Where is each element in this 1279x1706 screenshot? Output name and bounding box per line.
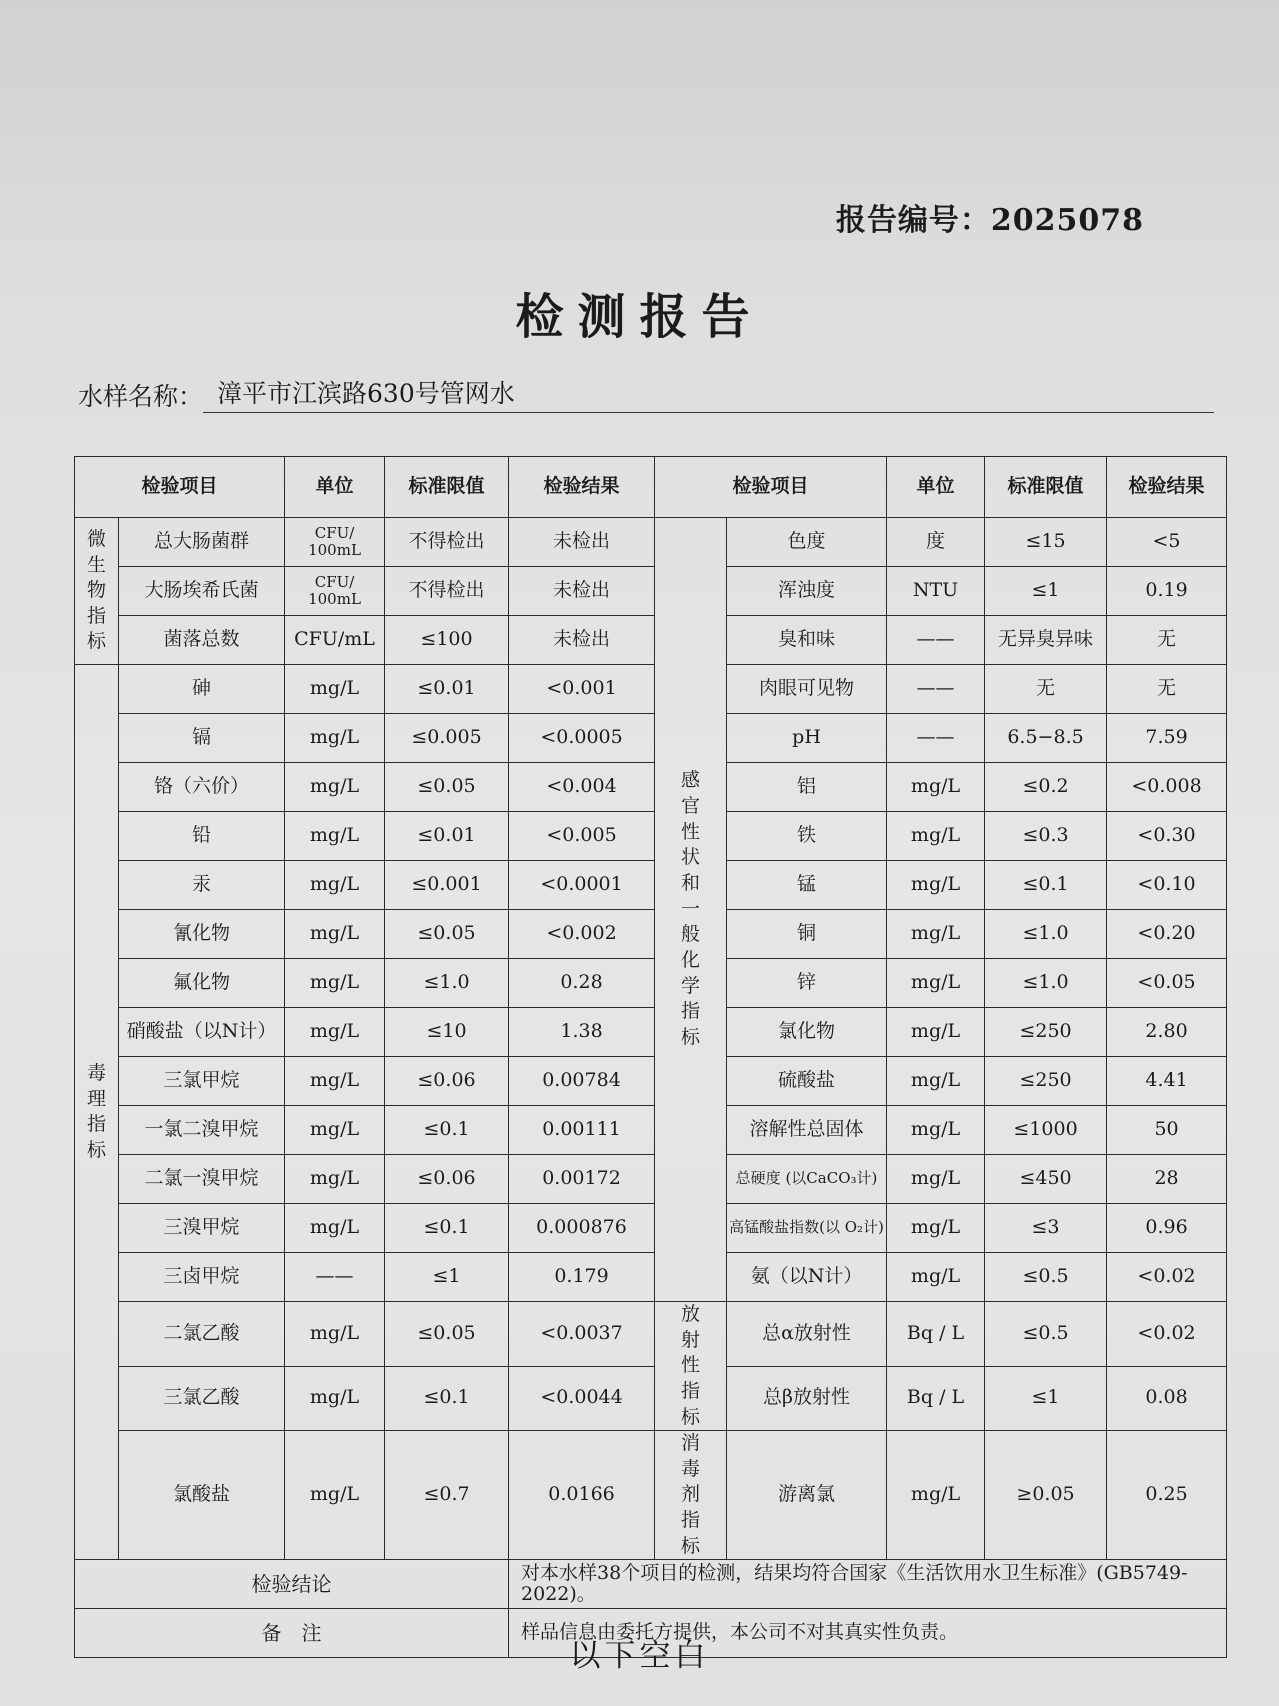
item-result: 0.28 (509, 959, 655, 1008)
item-result: 0.00172 (509, 1155, 655, 1204)
item-result: 0.000876 (509, 1204, 655, 1253)
item-unit: mg/L (285, 959, 385, 1008)
item-result: <0.30 (1107, 812, 1227, 861)
item-limit: ≤1.0 (385, 959, 509, 1008)
item-name: 菌落总数 (119, 616, 285, 665)
item-result: 4.41 (1107, 1057, 1227, 1106)
header-item-right: 检验项目 (655, 457, 887, 518)
item-unit: mg/L (285, 1008, 385, 1057)
table-row (75, 1008, 1227, 1057)
item-name: 汞 (119, 861, 285, 910)
item-limit: ≤1 (985, 567, 1107, 616)
remark-text: 样品信息由委托方提供，本公司不对其真实性负责。 (509, 1609, 1227, 1658)
item-name: 三氯甲烷 (119, 1057, 285, 1106)
header-limit-right: 标准限值 (985, 457, 1107, 518)
item-limit: ≤100 (385, 616, 509, 665)
item-unit: mg/L (285, 1155, 385, 1204)
item-name: 肉眼可见物 (727, 665, 887, 714)
item-result: <0.008 (1107, 763, 1227, 812)
item-result: <0.20 (1107, 910, 1227, 959)
item-name: 二氯乙酸 (119, 1302, 285, 1367)
item-result: 2.80 (1107, 1008, 1227, 1057)
item-unit: mg/L (285, 1366, 385, 1431)
item-unit: mg/L (887, 1106, 985, 1155)
item-result: 0.00111 (509, 1106, 655, 1155)
group-label-left (75, 665, 119, 1560)
item-name: pH (727, 714, 887, 763)
item-name: 游离氯 (727, 1431, 887, 1560)
sample-name-label: 水样名称： (78, 382, 204, 411)
table-row (75, 714, 1227, 763)
item-name: 氟化物 (119, 959, 285, 1008)
item-limit: 不得检出 (385, 518, 509, 567)
item-limit: ≤0.01 (385, 812, 509, 861)
group-label-right (655, 518, 727, 1302)
item-name: 铜 (727, 910, 887, 959)
header-unit-right: 单位 (887, 457, 985, 518)
table-row (75, 812, 1227, 861)
item-result: <0.002 (509, 910, 655, 959)
item-name: 大肠埃希氏菌 (119, 567, 285, 616)
item-name: 一氯二溴甲烷 (119, 1106, 285, 1155)
item-limit: ≤0.06 (385, 1155, 509, 1204)
item-name: 总α放射性 (727, 1302, 887, 1367)
item-name: 铝 (727, 763, 887, 812)
table-row (75, 861, 1227, 910)
conclusion-text: 对本水样38个项目的检测，结果均符合国家《生活饮用水卫生标准》(GB5749-2022)。 (509, 1560, 1227, 1609)
item-name: 硫酸盐 (727, 1057, 887, 1106)
item-name: 浑浊度 (727, 567, 887, 616)
item-limit: ≤0.1 (985, 861, 1107, 910)
item-result: 0.179 (509, 1253, 655, 1302)
item-unit: mg/L (285, 910, 385, 959)
item-unit: mg/L (285, 861, 385, 910)
item-unit: —— (887, 665, 985, 714)
item-name: 臭和味 (727, 616, 887, 665)
table-row (75, 1155, 1227, 1204)
item-limit: ≤0.1 (385, 1366, 509, 1431)
sample-name-value: 漳平市江滨路630号管网水 (203, 374, 1214, 413)
item-limit: ≤0.005 (385, 714, 509, 763)
header-result-right: 检验结果 (1107, 457, 1227, 518)
item-result: 1.38 (509, 1008, 655, 1057)
item-name: 硝酸盐（以N计） (119, 1008, 285, 1057)
item-unit: NTU (887, 567, 985, 616)
item-name: 三溴甲烷 (119, 1204, 285, 1253)
item-unit: mg/L (285, 812, 385, 861)
item-limit: ≤1000 (985, 1106, 1107, 1155)
item-limit: ≤0.1 (385, 1106, 509, 1155)
item-limit: ≤0.05 (385, 763, 509, 812)
item-limit: ≤0.06 (385, 1057, 509, 1106)
item-result: <0.004 (509, 763, 655, 812)
item-unit: Bq / L (887, 1366, 985, 1431)
item-limit: ≤0.001 (385, 861, 509, 910)
table-row (75, 959, 1227, 1008)
item-limit: ≤1 (385, 1253, 509, 1302)
item-result: 0.00784 (509, 1057, 655, 1106)
item-name: 三氯乙酸 (119, 1366, 285, 1431)
item-result: <0.005 (509, 812, 655, 861)
item-unit: mg/L (285, 763, 385, 812)
item-name: 总大肠菌群 (119, 518, 285, 567)
item-result: <0.0005 (509, 714, 655, 763)
item-limit: ≤1.0 (985, 959, 1107, 1008)
results-table (74, 456, 1227, 1658)
item-result: <5 (1107, 518, 1227, 567)
item-result: <0.0001 (509, 861, 655, 910)
item-unit: mg/L (887, 959, 985, 1008)
conclusion-label: 检验结论 (75, 1560, 509, 1609)
item-name: 氯酸盐 (119, 1431, 285, 1560)
item-limit: ≤250 (985, 1008, 1107, 1057)
item-limit: ≤0.05 (385, 910, 509, 959)
item-result: 0.0166 (509, 1431, 655, 1560)
item-unit: mg/L (887, 1057, 985, 1106)
remark-label: 备 注 (75, 1609, 509, 1658)
item-result: 未检出 (509, 518, 655, 567)
item-result: <0.10 (1107, 861, 1227, 910)
item-unit: mg/L (285, 665, 385, 714)
item-limit: ≤0.5 (985, 1253, 1107, 1302)
group-label-text: 消毒剂指标 (681, 1432, 701, 1557)
item-result: 0.19 (1107, 567, 1227, 616)
item-unit: mg/L (285, 1106, 385, 1155)
table-header-row (75, 457, 1227, 518)
header-unit-left: 单位 (285, 457, 385, 518)
group-label-text: 毒理指标 (86, 1061, 106, 1161)
item-unit: mg/L (285, 1431, 385, 1560)
item-name: 铬（六价） (119, 763, 285, 812)
table-row (75, 1366, 1227, 1431)
item-unit: CFU/mL (285, 616, 385, 665)
item-limit: ≤0.7 (385, 1431, 509, 1560)
item-name: 锌 (727, 959, 887, 1008)
header-limit-left: 标准限值 (385, 457, 509, 518)
end-of-page-note: 以下空白 (569, 1638, 710, 1674)
header-item-left: 检验项目 (75, 457, 285, 518)
table-row (75, 1302, 1227, 1367)
table-row (75, 1204, 1227, 1253)
item-limit: 6.5−8.5 (985, 714, 1107, 763)
item-unit: mg/L (887, 1431, 985, 1560)
item-result: 28 (1107, 1155, 1227, 1204)
table-row (75, 1431, 1227, 1560)
item-unit: 度 (887, 518, 985, 567)
item-unit: mg/L (887, 861, 985, 910)
item-name: 镉 (119, 714, 285, 763)
item-unit: —— (285, 1253, 385, 1302)
item-unit: CFU/ 100mL (285, 567, 385, 616)
table-row (75, 1106, 1227, 1155)
item-result: 0.96 (1107, 1204, 1227, 1253)
group-label-right (655, 1302, 727, 1431)
table-row (75, 665, 1227, 714)
item-limit: ≤1.0 (985, 910, 1107, 959)
item-name: 氨（以N计） (727, 1253, 887, 1302)
item-limit: ≤0.1 (385, 1204, 509, 1253)
item-limit: ≤0.2 (985, 763, 1107, 812)
item-result: <0.0037 (509, 1302, 655, 1367)
table-row (75, 567, 1227, 616)
item-limit: ≤3 (985, 1204, 1107, 1253)
item-limit: 无 (985, 665, 1107, 714)
item-name: 溶解性总固体 (727, 1106, 887, 1155)
item-result: <0.02 (1107, 1253, 1227, 1302)
group-label-left (75, 518, 119, 665)
item-unit: mg/L (887, 812, 985, 861)
item-limit: ≤450 (985, 1155, 1107, 1204)
item-name: 三卤甲烷 (119, 1253, 285, 1302)
group-label-right (655, 1431, 727, 1560)
conclusion-row (75, 1560, 1227, 1609)
item-name: 氯化物 (727, 1008, 887, 1057)
group-label-text: 感官性状和一般化学指标 (681, 769, 701, 1048)
page-title: 检测报告 (515, 289, 764, 345)
item-unit: mg/L (887, 1155, 985, 1204)
item-limit: 不得检出 (385, 567, 509, 616)
item-unit: mg/L (285, 1204, 385, 1253)
item-limit: ≤15 (985, 518, 1107, 567)
item-unit: mg/L (285, 714, 385, 763)
item-name: 二氯一溴甲烷 (119, 1155, 285, 1204)
group-label-text: 微生物指标 (86, 527, 106, 653)
item-limit: ≤0.01 (385, 665, 509, 714)
item-result: 未检出 (509, 616, 655, 665)
item-limit: ≤0.3 (985, 812, 1107, 861)
report-number: 报告编号：2025078 (835, 203, 1144, 238)
item-limit: ≤1 (985, 1366, 1107, 1431)
item-result: <0.02 (1107, 1302, 1227, 1367)
table-body (75, 518, 1227, 1560)
group-label-text: 放射性指标 (681, 1303, 701, 1428)
item-limit: ≤0.5 (985, 1302, 1107, 1367)
item-unit: —— (887, 714, 985, 763)
item-limit: ≤10 (385, 1008, 509, 1057)
table-row (75, 763, 1227, 812)
item-unit: mg/L (887, 763, 985, 812)
item-limit: ≤250 (985, 1057, 1107, 1106)
item-result: <0.05 (1107, 959, 1227, 1008)
item-result: 50 (1107, 1106, 1227, 1155)
item-name: 铁 (727, 812, 887, 861)
item-unit: —— (887, 616, 985, 665)
item-result: 无 (1107, 616, 1227, 665)
item-name: 铅 (119, 812, 285, 861)
table-row (75, 910, 1227, 959)
item-unit: mg/L (285, 1057, 385, 1106)
header-result-left: 检验结果 (509, 457, 655, 518)
item-name: 锰 (727, 861, 887, 910)
item-result: 0.08 (1107, 1366, 1227, 1431)
item-unit: Bq / L (887, 1302, 985, 1367)
item-name: 氰化物 (119, 910, 285, 959)
item-unit: mg/L (887, 910, 985, 959)
item-unit: mg/L (887, 1253, 985, 1302)
item-result: <0.001 (509, 665, 655, 714)
item-name: 高锰酸盐指数(以 O₂计) (727, 1204, 887, 1253)
item-limit: ≤0.05 (385, 1302, 509, 1367)
item-limit: ≥0.05 (985, 1431, 1107, 1560)
item-result: 未检出 (509, 567, 655, 616)
item-result: 7.59 (1107, 714, 1227, 763)
table-row (75, 518, 1227, 567)
table-row (75, 616, 1227, 665)
item-name: 总硬度 (以CaCO₃计) (727, 1155, 887, 1204)
item-name: 总β放射性 (727, 1366, 887, 1431)
item-name: 砷 (119, 665, 285, 714)
item-unit: mg/L (887, 1008, 985, 1057)
item-result: 无 (1107, 665, 1227, 714)
item-result: <0.0044 (509, 1366, 655, 1431)
table-row (75, 1057, 1227, 1106)
item-limit: 无异臭异味 (985, 616, 1107, 665)
item-unit: mg/L (285, 1302, 385, 1367)
item-result: 0.25 (1107, 1431, 1227, 1560)
table-row (75, 1253, 1227, 1302)
item-unit: CFU/ 100mL (285, 518, 385, 567)
item-unit: mg/L (887, 1204, 985, 1253)
sample-name-line (78, 374, 1214, 413)
item-name: 色度 (727, 518, 887, 567)
